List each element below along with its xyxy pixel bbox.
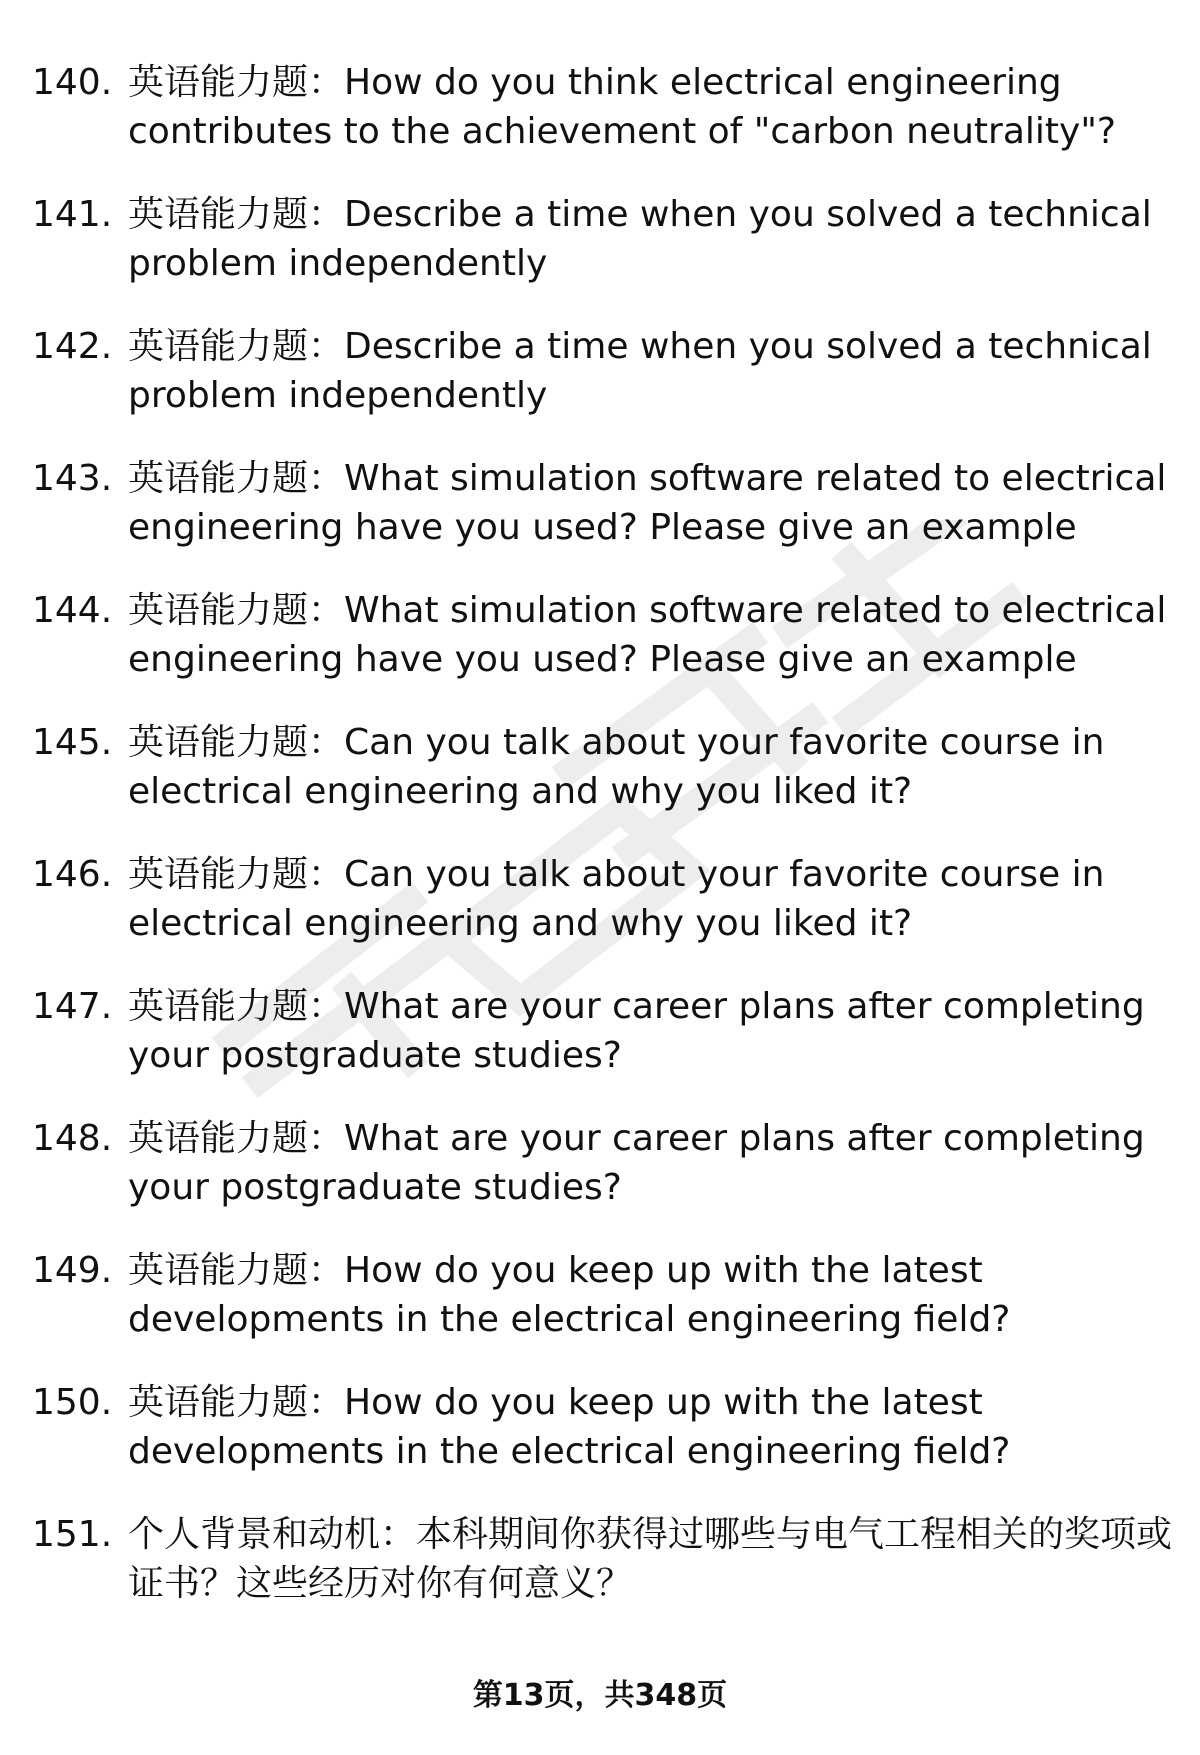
question-number: 146. (32, 854, 113, 895)
question-item (32, 1510, 1172, 1642)
question-text: 英语能力题：Can you talk about your favorite course in electrical engineering and why you liked it? (128, 722, 1105, 812)
question-text: 英语能力题：Describe a time when you solved a technical problem independently (128, 194, 1152, 284)
question-number: 151. (32, 1514, 113, 1555)
question-list (32, 58, 1172, 1642)
page-number-label: 第13页，共348页 (472, 1678, 728, 1713)
question-number: 140. (32, 62, 113, 103)
question-item (32, 58, 1172, 190)
question-item (32, 586, 1172, 718)
question-text: 英语能力题：What are your career plans after completing your postgraduate studies? (128, 1118, 1145, 1208)
question-item (32, 718, 1172, 850)
question-item (32, 850, 1172, 982)
question-number: 141. (32, 194, 113, 235)
question-number: 149. (32, 1250, 113, 1291)
question-number: 147. (32, 986, 113, 1027)
question-item (32, 190, 1172, 322)
question-item (32, 454, 1172, 586)
question-number: 144. (32, 590, 113, 631)
question-number: 148. (32, 1118, 113, 1159)
question-number: 145. (32, 722, 113, 763)
page-footer (0, 1676, 1200, 1716)
question-item (32, 1114, 1172, 1246)
question-number: 142. (32, 326, 113, 367)
question-text: 英语能力题：Can you talk about your favorite course in electrical engineering and why you liked it? (128, 854, 1105, 944)
question-text: 英语能力题：What simulation software related to electrical engineering have you used? Please give an example (128, 590, 1167, 680)
question-number: 143. (32, 458, 113, 499)
question-item (32, 322, 1172, 454)
question-number: 150. (32, 1382, 113, 1423)
question-text: 英语能力题：What simulation software related to electrical engineering have you used? Please give an example (128, 458, 1167, 548)
question-text: 英语能力题：How do you keep up with the latest developments in the electrical engineering field? (128, 1250, 1011, 1340)
question-text: 英语能力题：How do you keep up with the latest developments in the electrical engineering field? (128, 1382, 1011, 1472)
question-text: 个人背景和动机：本科期间你获得过哪些与电气工程相关的奖项或证书？这些经历对你有何意义？ (128, 1514, 1173, 1604)
question-text: 英语能力题：What are your career plans after completing your postgraduate studies? (128, 986, 1145, 1076)
question-text: 英语能力题：Describe a time when you solved a technical problem independently (128, 326, 1152, 416)
question-text: 英语能力题：How do you think electrical engineering contributes to the achievement of "carbon neutrality"? (128, 62, 1116, 152)
question-item (32, 1378, 1172, 1510)
question-item (32, 1246, 1172, 1378)
question-item (32, 982, 1172, 1114)
